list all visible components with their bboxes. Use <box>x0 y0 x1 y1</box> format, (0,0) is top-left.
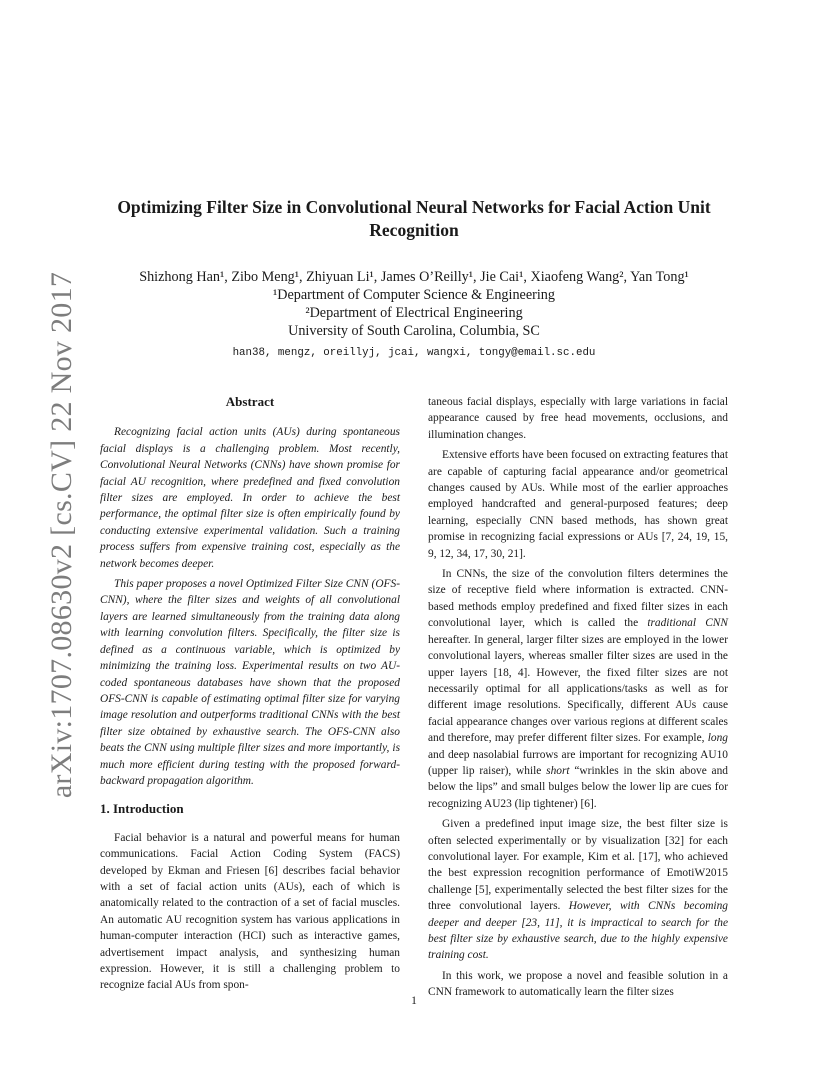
right-column <box>428 394 728 1001</box>
right-paragraph-4: Given a predefined input image size, the best filter size is often selected experimentally or by visualization [32] for each convolutional layer. For example, Kim et al. [17], who achieved the best expression recognition performance of EmotiW2015 challenge [5], experimentally selected the best filter sizes for the three convolutional layers. However, with CNNs becoming deeper and deeper [23, 11], it is impractical to search for the best filter size by exhaustive search, due to the highly expensive training cost. <box>428 818 728 962</box>
affiliation-1: ¹Department of Computer Science & Engineering <box>272 287 555 303</box>
title-line-1: Optimizing Filter Size in Convolutional Neural Networks for Facial Action Unit <box>117 197 711 217</box>
right-paragraph-3: In CNNs, the size of the convolution filters determines the size of receptive field where information is extracted. CNN-based methods employ predefined and fixed filter sizes in each convolutional layer, which is called the traditional CNN hereafter. In general, larger filter sizes are employed in the lower convolutional layers, whereas smaller filter sizes are used in the upper layers [18, 4]. However, the fixed filter sizes are not necessarily optimal for all applications/tasks as well as for different image resolutions. Specifically, different AUs cause facial appearance changes over various regions at different scales and therefore, may prefer different filter sizes. For example, long and deep nasolabial furrows are important for recognizing AU10 (upper lip raiser), while short “wrinkles in the skin above and below the lips” and small bulges below the lower lip are cues for recognizing AU23 (lip tightener) [6]. <box>428 568 729 810</box>
introduction-heading: 1. Introduction <box>100 801 184 817</box>
affiliation-3: University of South Carolina, Columbia, SC <box>288 323 540 339</box>
title-line-2: Recognition <box>369 220 459 240</box>
right-paragraph-5: In this work, we propose a novel and feasible solution in a CNN framework to automatically learn the filter sizes <box>428 969 728 999</box>
right-paragraph-1: taneous facial displays, especially with large variations in facial appearance caused by free head movements, occlusions, and illumination changes. <box>428 396 728 441</box>
intro-paragraph-1: Facial behavior is a natural and powerful means for human communications. Facial Action Coding System (FACS) developed by Ekman and Friesen [6] describes facial behavior with a set of facial action units (AUs), each of which is anatomically related to the contraction of a set of facial muscles. An automatic AU recognition system has various applications in human-computer interaction (HCI) such as interactive games, advertisement impact analysis, and synthesizing human expression. However, it is still a challenging problem to recognize facial AUs from spon- <box>100 831 400 992</box>
page-number: 1 <box>411 995 417 1007</box>
left-column <box>100 394 400 994</box>
author-names: Shizhong Han¹, Zibo Meng¹, Zhiyuan Li¹, James O’Reilly¹, Jie Cai¹, Xiaofeng Wang², Yan Tong¹ <box>139 269 689 285</box>
author-emails: han38, mengz, oreillyj, jcai, wangxi, tongy@email.sc.edu <box>232 347 596 359</box>
abstract-paragraph-2: This paper proposes a novel Optimized Filter Size CNN (OFS-CNN), where the filter sizes and weights of all convolutional layers are learned simultaneously from the training data along with learning convolution filters. Specifically, the filter size is defined as a continuous variable, which is optimized by minimizing the training loss. Experimental results on two AU-coded spontaneous databases have shown that the proposed OFS-CNN is capable of estimating optimal filter size for varying image resolution and outperforms traditional CNNs with the best filter size obtained by exhaustive search. The OFS-CNN also beats the CNN using multiple filter sizes and more importantly, is much more efficient during testing with the proposed forward-backward propagation algorithm. <box>100 578 400 787</box>
abstract-paragraph-1: Recognizing facial action units (AUs) during spontaneous facial displays is a challenging problem. Most recently, Convolutional Neural Networks (CNNs) have shown promise for facial AU recognition, where predefined and fixed convolution filter sizes are employed. In order to achieve the best performance, the optimal filter size is often empirically found by conducting extensive experimental validation. Such a training process suffers from expensive training cost, especially as the network becomes deeper. <box>100 426 400 570</box>
author-block <box>90 268 738 362</box>
right-paragraph-2: Extensive efforts have been focused on extracting features that are capable of capturing facial appearance and/or geometrical changes caused by AUs. While most of the earlier approaches employed handcrafted and general-purposed features; deep learning, especially CNN based methods, has shown great promise in recognizing facial expressions or AUs [7, 24, 19, 15, 9, 12, 34, 17, 30, 21]. <box>428 449 728 560</box>
arxiv-id-text: arXiv:1707.08630v2 [cs.CV] 22 Nov 2017 <box>45 271 78 799</box>
paper-title <box>90 196 738 242</box>
affiliation-2: ²Department of Electrical Engineering <box>305 305 523 321</box>
abstract-heading: Abstract <box>225 394 275 409</box>
arxiv-side-identifier <box>42 271 82 799</box>
